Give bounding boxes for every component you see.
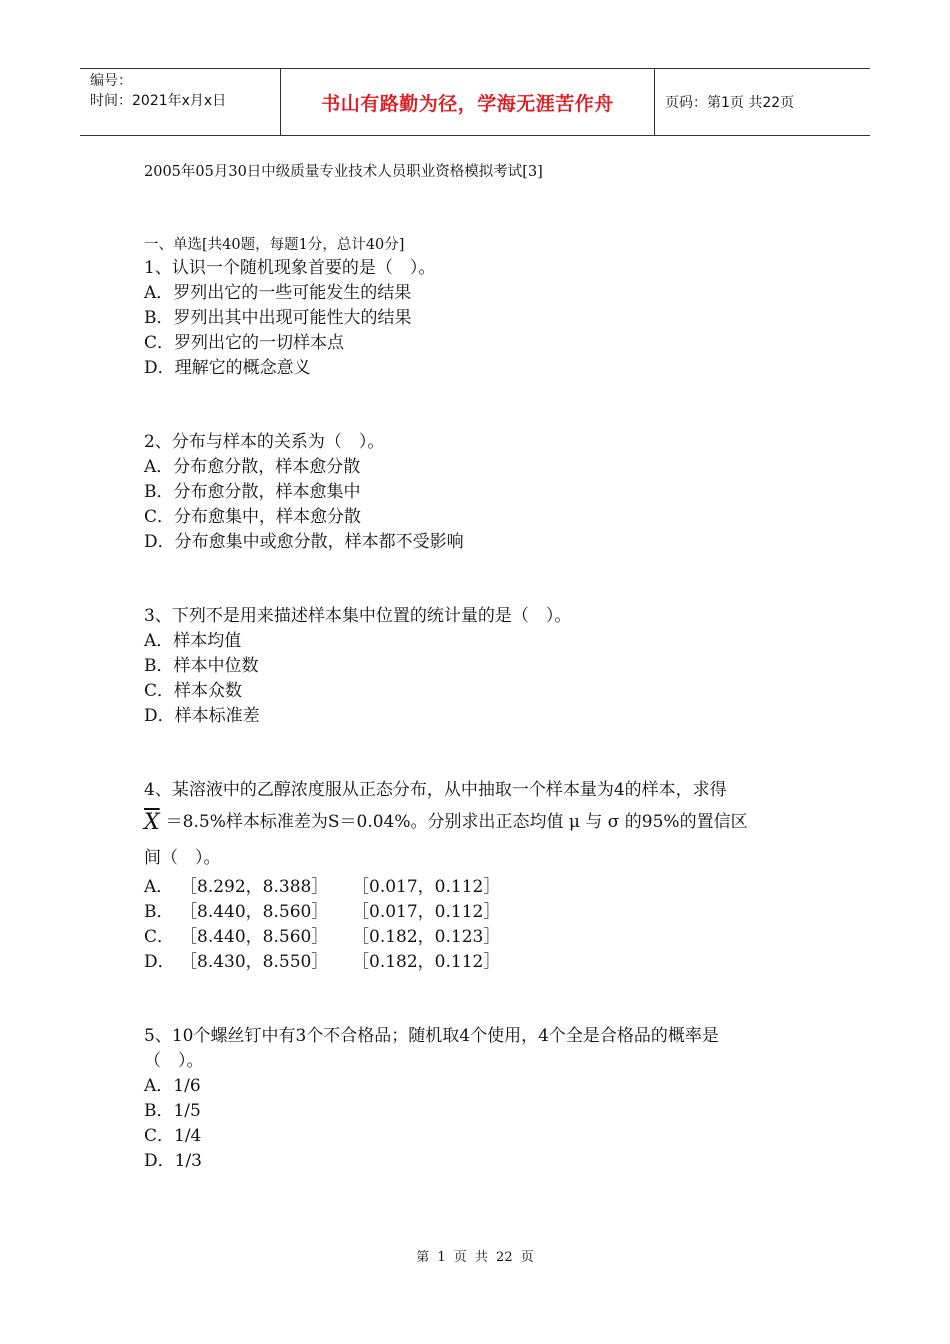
motto-cell [281,69,655,135]
question-stem-line-3: 间（ ）。 [144,848,221,868]
option-d: D．样本标准差 [144,706,260,726]
question-stem: 3、下列不是用来描述样本集中位置的统计量的是（ ）。 [144,606,572,626]
option-b: B．样本中位数 [144,656,259,676]
sigma-interval: ［0.182，0.112］ [352,952,501,972]
option-d: D．理解它的概念意义 [144,358,311,378]
header-table [80,68,870,136]
page-footer: 第 1 页 共 22 页 [416,1250,534,1265]
option-a: A．罗列出它的一些可能发生的结果 [144,283,412,303]
option-c: C．分布愈集中，样本愈分散 [144,507,362,527]
question-stem-line-2: （ ）。 [144,1051,204,1071]
mu-interval: ［8.292，8.388］ [180,877,329,897]
option-d: D．分布愈集中或愈分散，样本都不受影响 [144,532,464,552]
exam-content [144,234,824,1223]
question-stem-line-1: 5、10个螺丝钉中有3个不合格品；随机取4个使用，4个全是合格品的概率是 [144,1026,719,1046]
sigma-interval: ［0.182，0.123］ [352,927,501,947]
question-4 [144,778,824,975]
option-a: A．1/6 [144,1076,201,1096]
option-b: B．1/5 [144,1101,201,1121]
question-1 [144,256,824,381]
question-stem: 1、认识一个随机现象首要的是（ ）。 [144,258,436,278]
motto-text: 书山有路勤为径，学海无涯苦作舟 [321,92,614,115]
option-d [144,950,824,975]
option-a: A．样本均值 [144,631,242,651]
question-stem [144,778,824,875]
option-b: B．分布愈分散，样本愈集中 [144,482,361,502]
option-b [144,900,824,925]
option-c [144,925,824,950]
option-b: B．罗列出其中出现可能性大的结果 [144,308,412,328]
sample-mean-symbol: $\overline{X}$ [144,810,160,835]
option-c: C．1/4 [144,1126,202,1146]
time-label: 时间：2021年x月x日 [90,93,227,109]
option-a [144,875,824,900]
question-stem-line-2 [144,803,824,841]
mu-interval: ［8.430，8.550］ [180,952,329,972]
question-5 [144,1024,824,1174]
option-c: C．样本众数 [144,681,243,701]
page-info: 页码：第1页 共22页 [665,95,795,111]
page-info-cell [655,69,870,135]
section-title: 一、单选[共40题，每题1分，总计40分] [144,237,405,253]
question-3 [144,604,824,729]
option-c: C．罗列出它的一切样本点 [144,333,345,353]
sigma-interval: ［0.017，0.112］ [352,902,501,922]
document-title: 2005年05月30日中级质量专业技术人员职业资格模拟考试[3] [144,164,543,180]
question-2 [144,430,824,555]
header-meta-cell [80,69,281,135]
option-label: A． [144,877,174,897]
stem-line-2-text: ＝8.5%样本标准差为S＝0.04%。分别求出正态均值 μ 与 σ 的95%的置信区 [165,812,748,832]
mu-interval: ［8.440，8.560］ [180,902,329,922]
question-stem: 2、分布与样本的关系为（ ）。 [144,432,385,452]
option-d: D．1/3 [144,1151,202,1171]
sigma-interval: ［0.017，0.112］ [352,877,501,897]
question-stem-line-1: 4、某溶液中的乙醇浓度服从正态分布，从中抽取一个样本量为4的样本，求得 [144,780,727,800]
option-label: C． [144,927,175,947]
option-label: D． [144,952,175,972]
option-a: A．分布愈分散，样本愈分散 [144,457,361,477]
option-label: B． [144,902,174,922]
number-label: 编号： [90,73,132,89]
mu-interval: ［8.440，8.560］ [180,927,329,947]
